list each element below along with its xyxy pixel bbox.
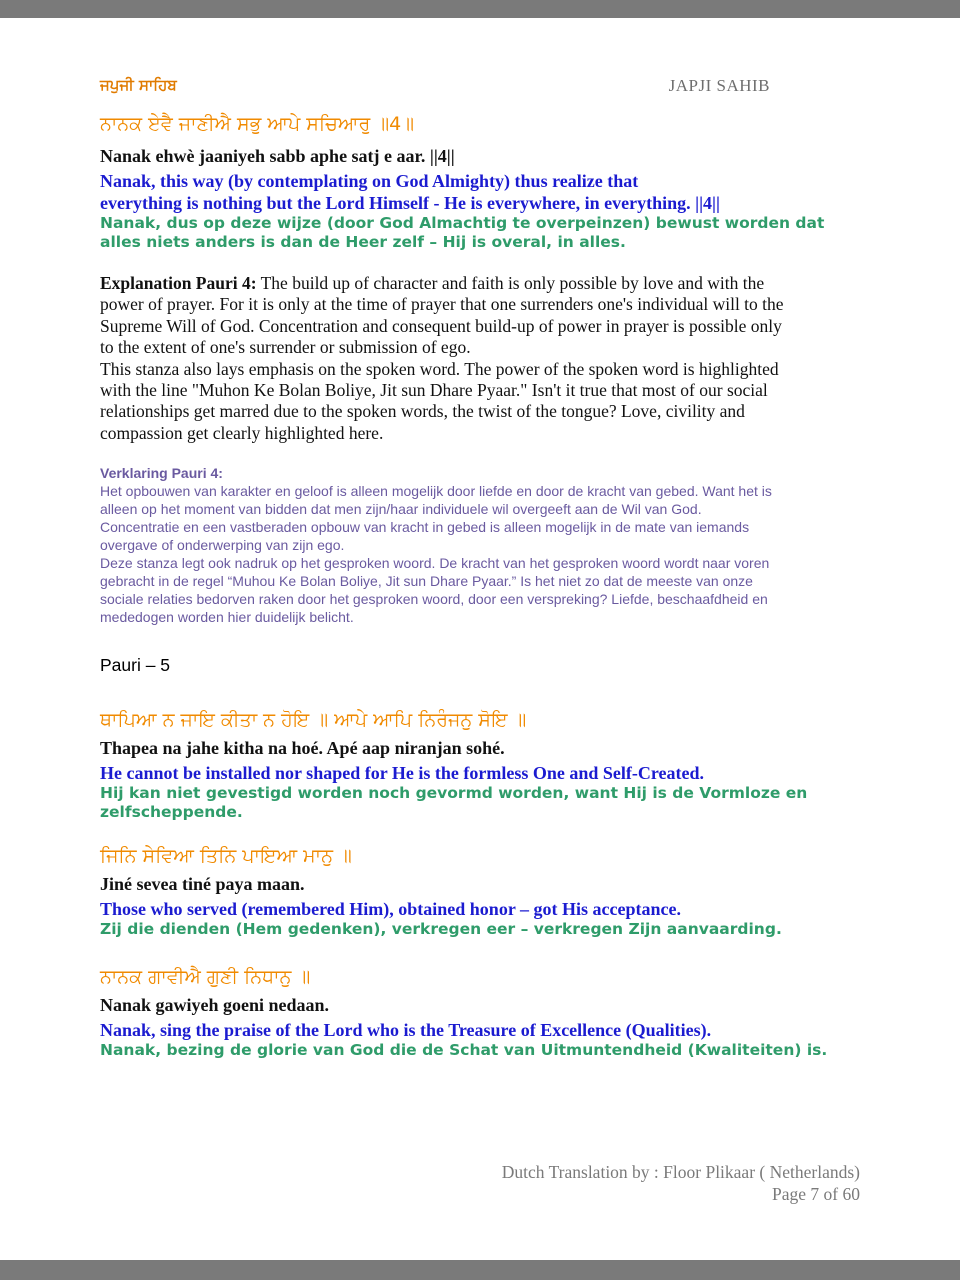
verklaring-block bbox=[100, 464, 870, 626]
verklaring-line: mededogen worden hier duidelijk belicht. bbox=[100, 609, 354, 626]
verse5b-dutch: Zij die dienden (Hem gedenken), verkregen eer – verkregen Zijn aanvaarding. bbox=[100, 920, 782, 939]
explanation-line: with the line "Muhon Ke Bolan Boliye, Jit sun Dhare Pyaar." Isn't it true that most of our social bbox=[100, 380, 768, 401]
explanation-title: Explanation Pauri 4: bbox=[100, 273, 257, 293]
document-page bbox=[0, 18, 960, 1260]
verklaring-line: Het opbouwen van karakter en geloof is alleen mogelijk door liefde en door de kracht van gebed. Want het is bbox=[100, 483, 772, 500]
verse5a-english: He cannot be installed nor shaped for He is the formless One and Self-Created. bbox=[100, 763, 704, 784]
verse5b-transliteration: Jiné sevea tiné paya maan. bbox=[100, 874, 305, 895]
explanation-line: power of prayer. For it is only at the time of prayer that one surrenders one's individual will to the bbox=[100, 294, 784, 315]
verse4-transliteration: Nanak ehwè jaaniyeh sabb aphe satj e aar. ||4|| bbox=[100, 146, 455, 166]
verse4-english-line2: everything is nothing but the Lord Himself - He is everywhere, in everything. ||4|| bbox=[100, 193, 720, 213]
page-footer bbox=[502, 1161, 860, 1205]
translation-credit: Dutch Translation by : Floor Plikaar ( Netherlands) bbox=[501, 1162, 860, 1182]
explanation-line: compassion get clearly highlighted here. bbox=[100, 422, 384, 443]
verse5c-gurmukhi: ਨਾਨਕ ਗਾਵੀਐ ਗੁਣੀ ਨਿਧਾਨੁ ॥ bbox=[100, 966, 311, 989]
verse5b-gurmukhi: ਜਿਨਿ ਸੇਵਿਆ ਤਿਨਿ ਪਾਇਆ ਮਾਨੁ ॥ bbox=[100, 845, 352, 868]
header-title: JAPJI SAHIB bbox=[668, 76, 770, 95]
verse5a-gurmukhi: ਥਾਪਿਆ ਨ ਜਾਇ ਕੀਤਾ ਨ ਹੋਇ ॥ ਆਪੇ ਆਪਿ ਨਿਰੰਜਨੁ ਸੋਇ ॥ bbox=[100, 709, 527, 732]
verse4-dutch-line1: Nanak, dus op deze wijze (door God Almachtig te overpeinzen) bewust worden dat bbox=[100, 214, 825, 232]
explanation-line: relationships get marred due to the spoken words, the twist of the tongue? Love, civility and bbox=[100, 401, 745, 422]
verklaring-line: sociale relaties bedorven raken door het gesproken woord, door een verspreking? Liefde, beschaafdheid en bbox=[100, 591, 768, 608]
verse5c-english: Nanak, sing the praise of the Lord who is the Treasure of Excellence (Qualities). bbox=[100, 1020, 712, 1041]
page-number: Page 7 of 60 bbox=[772, 1184, 860, 1204]
verse5c-dutch: Nanak, bezing de glorie van God die de Schat van Uitmuntendheid (Kwaliteiten) is. bbox=[100, 1041, 828, 1060]
verse4-dutch-line2: alles niets anders is dan de Heer zelf – Hij is overal, in alles. bbox=[100, 233, 626, 251]
verklaring-line: overgave of onderwerping van zijn ego. bbox=[100, 537, 345, 554]
verse5b-english: Those who served (remembered Him), obtained honor – got His acceptance. bbox=[100, 899, 681, 920]
header-gurmukhi-title: ਜਪੁਜੀ ਸਾਹਿਬ bbox=[100, 76, 177, 94]
explanation-line: to the extent of one's surrender or submission of ego. bbox=[100, 337, 471, 358]
verse5a-transliteration: Thapea na jahe kitha na hoé. Apé aap niranjan sohé. bbox=[100, 738, 505, 759]
explanation-line: This stanza also lays emphasis on the spoken word. The power of the spoken word is highlighted bbox=[100, 358, 779, 379]
explanation-line: Supreme Will of God. Concentration and consequent build-up of power in prayer is possible only bbox=[100, 315, 782, 336]
verse4-english-line1: Nanak, this way (by contemplating on God Almighty) thus realize that bbox=[100, 171, 639, 191]
verklaring-line: Concentratie en een vastberaden opbouw van kracht in gebed is alleen mogelijk in de mate van iemands bbox=[100, 519, 750, 536]
page-content bbox=[100, 110, 870, 1060]
explanation-line: Explanation Pauri 4: The build up of character and faith is only possible by love and with the bbox=[100, 273, 765, 293]
verklaring-line: alleen op het moment van bidden dat men zijn/haar individuele wil overgeeft aan de Wil van God. bbox=[100, 501, 702, 518]
pauri5-heading: Pauri – 5 bbox=[100, 655, 171, 676]
verse4-gurmukhi: ਨਾਨਕ ਏਵੈ ਜਾਣੀਐ ਸਭੁ ਆਪੇ ਸਚਿਆਰੁ ॥4॥ bbox=[100, 113, 415, 135]
explanation-block bbox=[100, 273, 870, 444]
verklaring-line: gebracht in de regel “Muhou Ke Bolan Boliye, Jit sun Dhare Pyaar.” Is het niet zo dat de meeste van onze bbox=[100, 573, 753, 590]
verse5a-dutch-line2: zelfscheppende. bbox=[100, 803, 243, 822]
verklaring-title: Verklaring Pauri 4: bbox=[100, 465, 223, 482]
verklaring-line: Deze stanza legt ook nadruk op het gesproken woord. De kracht van het gesproken woord wordt naar voren bbox=[100, 555, 770, 572]
verse5c-transliteration: Nanak gawiyeh goeni nedaan. bbox=[100, 995, 330, 1016]
verse5a-dutch-line1: Hij kan niet gevestigd worden noch gevormd worden, want Hij is de Vormloze en bbox=[100, 784, 808, 803]
